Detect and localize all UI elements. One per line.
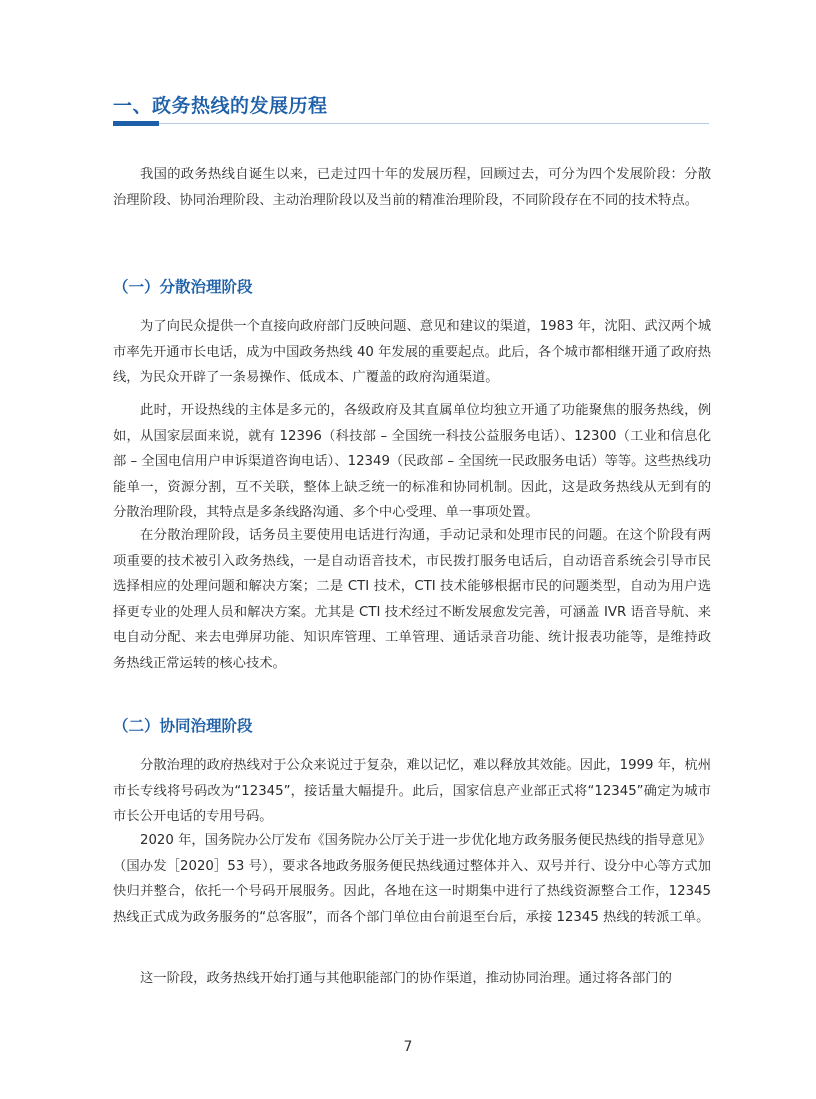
section1-title: （一）分散治理阶段	[113, 278, 253, 296]
intro-paragraph: 我国的政务热线自诞生以来，已走过四十年的发展历程，回顾过去，可分为四个发展阶段：分散治理阶段、协同治理阶段、主动治理阶段以及当前的精准治理阶段，不同阶段存在不同的技术特点。	[113, 167, 711, 208]
page-number: 7	[403, 1039, 413, 1055]
section1-paragraph-3: 在分散治理阶段，话务员主要使用电话进行沟通，手动记录和处理市民的问题。在这个阶段有两项重要的技术被引入政务热线，一是自动语音技术，市民拨打服务电话后，自动语音系统会引导市民选择相应的处理问题和解决方案；二是 CTI 技术，CTI 技术能够根据市民的问题类型，自动为用户选择更专业的处理人员和解决方案。尤其是 CTI 技术经过不断发展愈发完善，可涵盖 IVR 语音导航、来电自动分配、来去电弹屏功能、知识库管理、工单管理、通话录音功能、统计报表功能等，是维持政务热线正常运转的核心技术。	[113, 528, 711, 671]
heading-rule	[113, 123, 709, 124]
chapter-heading	[113, 93, 709, 119]
section1-paragraph-1: 为了向民众提供一个直接向政府部门反映问题、意见和建议的渠道，1983 年，沈阳、武汉两个城市率先开通市长电话，成为中国政务热线 40 年发展的重要起点。此后，各个城市都相继开通了政府热线，为民众开辟了一条易操作、低成本、广覆盖的政府沟通渠道。	[113, 319, 711, 386]
section2-paragraph-3: 这一阶段，政务热线开始打通与其他职能部门的协作渠道，推动协同治理。通过将各部门的	[140, 971, 672, 986]
section2-title: （二）协同治理阶段	[113, 717, 253, 735]
chapter-title: 一、政务热线的发展历程	[113, 95, 328, 117]
heading-accent-bar	[113, 121, 159, 126]
section2-paragraph-2: 2020 年，国务院办公厅发布《国务院办公厅关于进一步优化地方政务服务便民热线的指导意见》（国办发［2020］53 号），要求各地政务服务便民热线通过整体并入、双号并行、设分中心等方式加快归并整合，依托一个号码开展服务。因此，各地在这一时期集中进行了热线资源整合工作，12345 热线正式成为政务服务的“总客服”，而各个部门单位由台前退至台后，承接 12345 热线的转派工单。	[113, 833, 711, 925]
section1-paragraph-2: 此时，开设热线的主体是多元的，各级政府及其直属单位均独立开通了功能聚焦的服务热线，例如，从国家层面来说，就有 12396（科技部 – 全国统一科技公益服务电话）、12300（工业和信息化部 – 全国电信用户申诉渠道咨询电话）、12349（民政部 – 全国统一民政服务电话）等等。这些热线功能单一，资源分割，互不关联，整体上缺乏统一的标准和协同机制。因此，这是政务热线从无到有的分散治理阶段，其特点是多条线路沟通、多个中心受理、单一事项处置。	[113, 403, 711, 521]
section2-paragraph-1: 分散治理的政府热线对于公众来说过于复杂，难以记忆，难以释放其效能。因此，1999 年，杭州市长专线将号码改为“12345”，接话量大幅提升。此后，国家信息产业部正式将“12345”确定为城市市长公开电话的专用号码。	[113, 758, 711, 825]
